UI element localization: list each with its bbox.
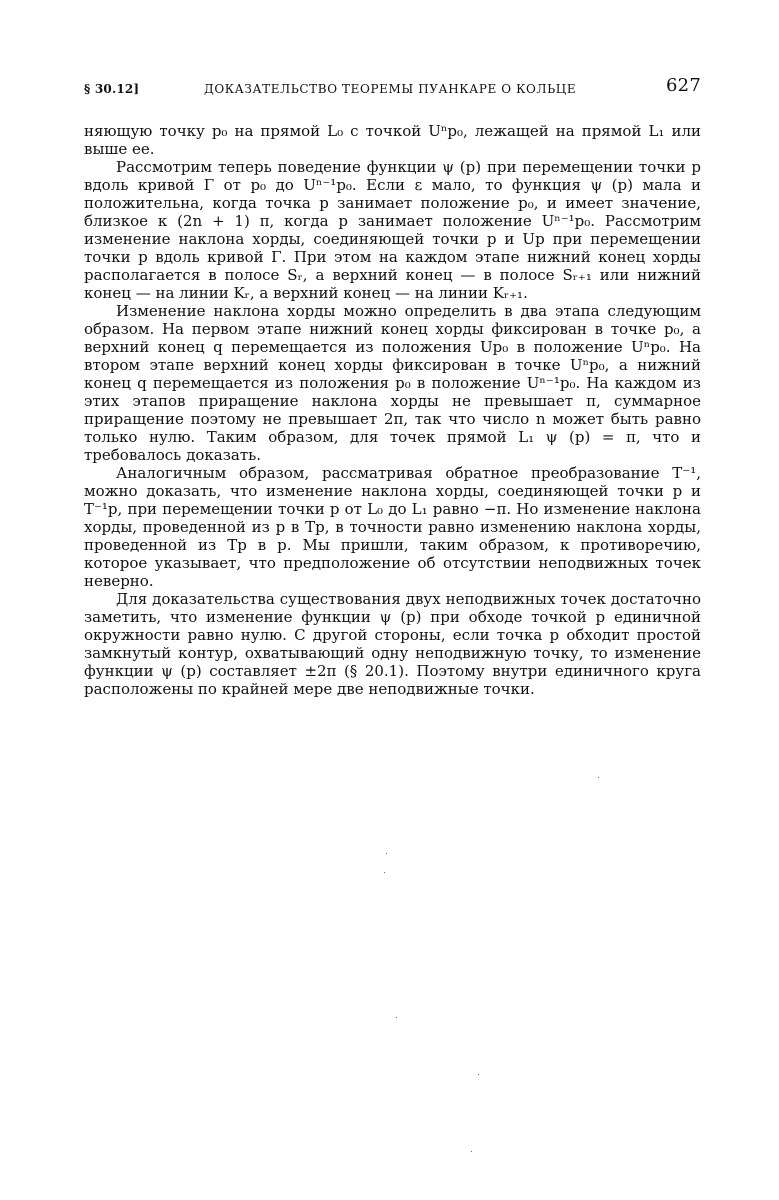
- running-title: ДОКАЗАТЕЛЬСТВО ТЕОРЕМЫ ПУАНКАРЕ О КОЛЬЦЕ: [204, 82, 577, 96]
- paragraph: Для доказательства существования двух неподвижных точек достаточно заметить, что изменение функции ψ (p) при обходе точкой p единичной окружности равно нулю. С другой стороны, если точка p обходит простой замкнутый контур, охватывающий одну неподвижную точку, то изменение функции ψ (p) составляет ±2π (§ 20.1). Поэтому внутри единичного круга расположены по крайней мере две неподвижные точки.: [84, 590, 701, 698]
- section-number: § 30.12]: [84, 82, 140, 96]
- paragraph: Аналогичным образом, рассматривая обратное преобразование T⁻¹, можно доказать, что изменение наклона хорды, соединяющей точки p и T⁻¹p, при перемещении точки p от L₀ до L₁ равно −π. Но изменение наклона хорды, проведенной из p в Tp, в точности равно изменению наклона хорды, проведенной из Tp в p. Мы пришли, таким образом, к противоречию, которое указывает, что предположение об отсутствии неподвижных точек неверно.: [84, 464, 701, 590]
- running-header: [84, 72, 701, 98]
- paragraph: Изменение наклона хорды можно определить в два этапа следующим образом. На первом этапе нижний конец хорды фиксирован в точке p₀, а верхний конец q перемещается из положения Up₀ в положение Uⁿp₀. На втором этапе верхний конец хорды фиксирован в точке Uⁿp₀, а нижний конец q перемещается из положения p₀ в положение Uⁿ⁻¹p₀. На каждом из этих этапов приращение наклона хорды не превышает π, суммарное приращение поэтому не превышает 2π, так что число n может быть равно только нулю. Таким образом, для точек прямой L₁ ψ (p) = π, что и требовалось доказать.: [84, 302, 701, 464]
- scan-speck: [598, 777, 599, 778]
- book-page: [84, 72, 701, 698]
- scan-speck: [386, 853, 387, 854]
- scan-speck: [384, 872, 385, 873]
- scan-speck: [396, 1017, 397, 1018]
- page-body: [84, 122, 701, 698]
- page-number: 627: [666, 75, 701, 96]
- scan-speck: [478, 1074, 479, 1075]
- paragraph-continuation: няющую точку p₀ на прямой L₀ с точкой Uⁿp₀, лежащей на прямой L₁ или выше ее.: [84, 122, 701, 158]
- paragraph: Рассмотрим теперь поведение функции ψ (p) при перемещении точки p вдоль кривой Γ от p₀ до Uⁿ⁻¹p₀. Если ε мало, то функция ψ (p) мала и положительна, когда точка p занимает положение p₀, и имеет значение, близкое к (2n + 1) π, когда p занимает положение Uⁿ⁻¹p₀. Рассмотрим изменение наклона хорды, соединяющей точки p и Up при перемещении точки p вдоль кривой Γ. При этом на каждом этапе нижний конец хорды располагается в полосе Sᵣ, а верхний конец — в полосе Sᵣ₊₁ или нижний конец — на линии Kᵣ, а верхний конец — на линии Kᵣ₊₁.: [84, 158, 701, 302]
- scan-speck: [471, 1151, 472, 1152]
